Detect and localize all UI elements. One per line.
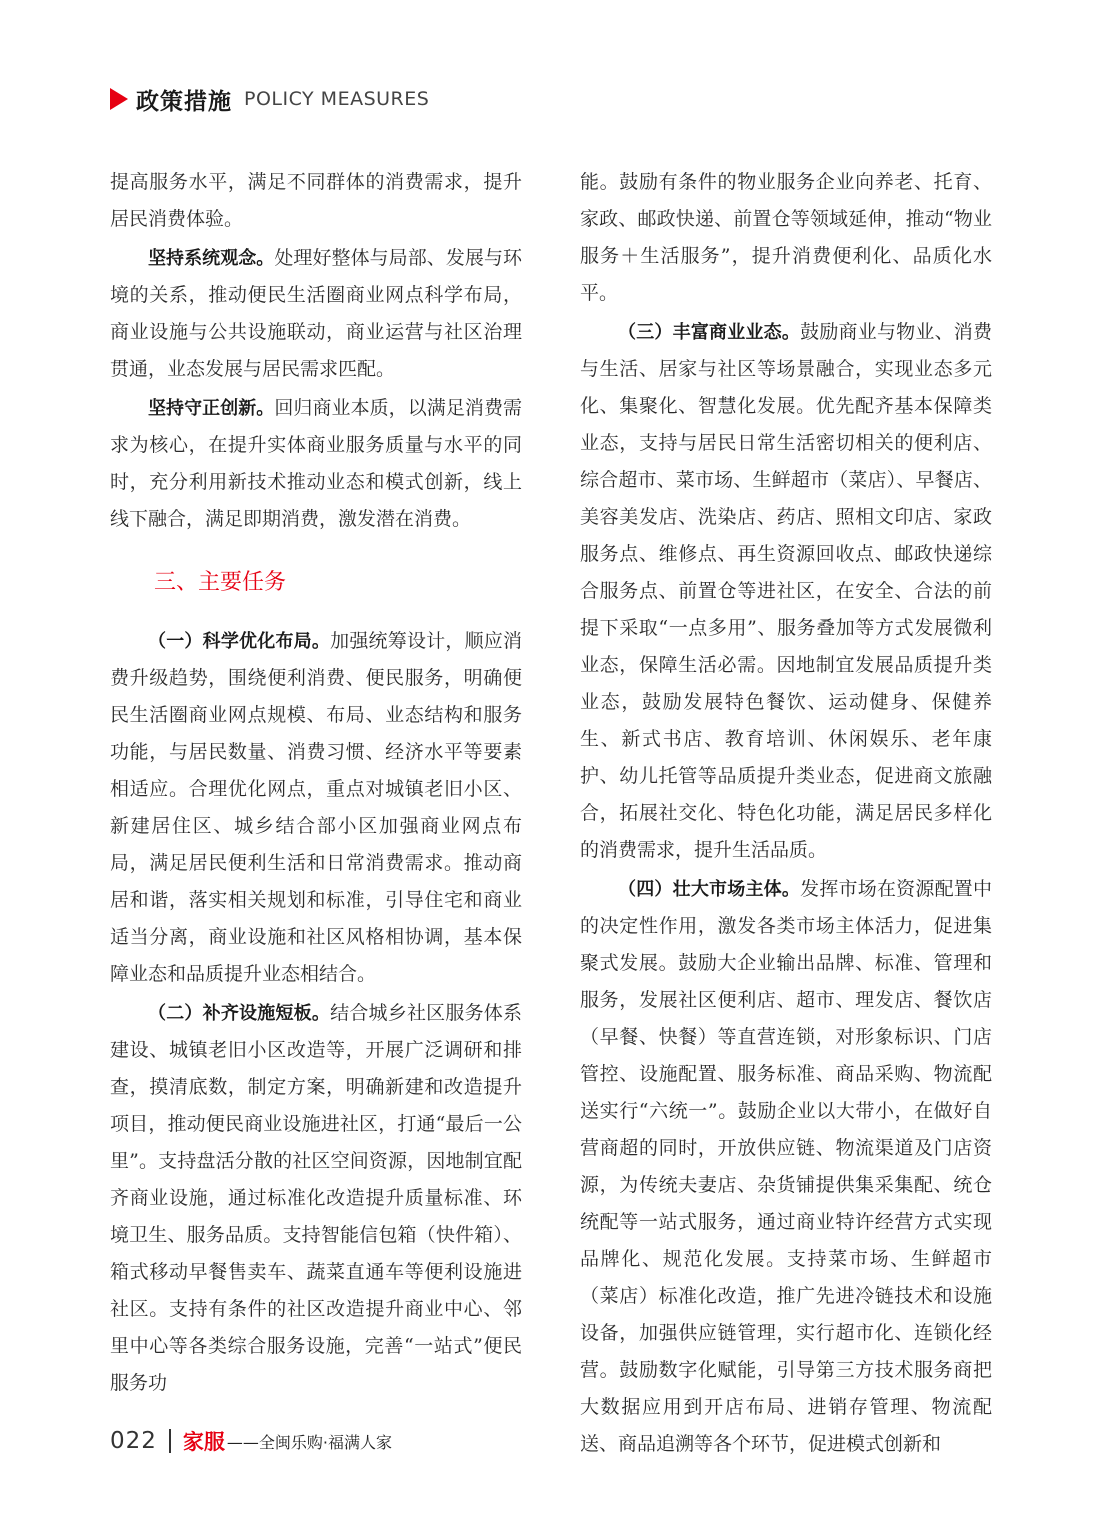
triangle-marker-icon [110, 88, 128, 110]
paragraph-text: 结合城乡社区服务体系建设、城镇老旧小区改造等，开展广泛调研和排查，摸清底数，制定方案，明确新建和改造提升项目，推动便民商业设施进社区，打通“最后一公里”。支持盘活分散的社区空间资源，因地制宜配齐商业设施，通过标准化改造提升质量标准、环境卫生、服务品质。支持智能信包箱（快件箱）、箱式移动早餐售卖车、蔬菜直通车等便利设施进社区。支持有条件的社区改造提升商业中心、邻里中心等各类综合服务设施，完善“一站式”便民服务功 [110, 1002, 522, 1394]
paragraph [110, 995, 522, 1402]
paragraph [110, 240, 522, 388]
paragraph-lead: 坚持守正创新。 [148, 398, 275, 419]
paragraph [580, 871, 992, 1463]
page-number: 022 [110, 1428, 157, 1454]
magazine-brand: 家服 [182, 1430, 225, 1454]
section-title-zh: 政策措施 [136, 88, 232, 115]
paragraph-text: 处理好整体与局部、发展与环境的关系，推动便民生活圈商业网点科学布局，商业设施与公共设施联动，商业运营与社区治理贯通，业态发展与居民需求匹配。 [110, 247, 522, 380]
paragraph-lead: （三）丰富商业业态。 [618, 322, 801, 343]
paragraph-lead: （四）壮大市场主体。 [618, 879, 801, 900]
left-column [110, 164, 522, 1402]
paragraph [580, 314, 992, 869]
section-title-en: POLICY MEASURES [244, 88, 430, 110]
paragraph-text: 发挥市场在资源配置中的决定性作用，激发各类市场主体活力，促进集聚式发展。鼓励大企业输出品牌、标准、管理和服务，发展社区便利店、超市、理发店、餐饮店（早餐、快餐）等直营连锁，对形象标识、门店管控、设施配置、服务标准、商品采购、物流配送实行“六统一”。鼓励企业以大带小，在做好自营商超的同时，开放供应链、物流渠道及门店资源，为传统夫妻店、杂货铺提供集采集配、统仓统配等一站式服务，通过商业特许经营方式实现品牌化、规范化发展。支持菜市场、生鲜超市（菜店）标准化改造，推广先进冷链技术和设施设备，加强供应链管理，实行超市化、连锁化经营。鼓励数字化赋能，引导第三方技术服务商把大数据应用到开店布局、进销存管理、物流配送、商品追溯等各个环节，促进模式创新和 [580, 878, 992, 1455]
page-footer [110, 1426, 392, 1456]
paragraph: 提高服务水平，满足不同群体的消费需求，提升居民消费体验。 [110, 171, 522, 230]
paragraph-lead: （二）补齐设施短板。 [148, 1003, 331, 1024]
footer-divider [169, 1429, 171, 1453]
right-column [580, 164, 992, 1463]
paragraph-text: 加强统筹设计，顺应消费升级趋势，围绕便利消费、便民服务，明确便民生活圈商业网点规模、布局、业态结构和服务功能，与居民数量、消费习惯、经济水平等要素相适应。合理优化网点，重点对城镇老旧小区、新建居住区、城乡结合部小区加强商业网点布局，满足居民便利生活和日常消费需求。推动商居和谐，落实相关规划和标准，引导住宅和商业适当分离，商业设施和社区风格相协调，基本保障业态和品质提升业态相结合。 [110, 630, 522, 985]
paragraph-text: 鼓励商业与物业、消费与生活、居家与社区等场景融合，实现业态多元化、集聚化、智慧化发展。优先配齐基本保障类业态，支持与居民日常生活密切相关的便利店、综合超市、菜市场、生鲜超市（菜店）、早餐店、美容美发店、洗染店、药店、照相文印店、家政服务点、维修点、再生资源回收点、邮政快递综合服务点、前置仓等进社区，在安全、合法的前提下采取“一点多用”、服务叠加等方式发展微利业态，保障生活必需。因地制宜发展品质提升类业态，鼓励发展特色餐饮、运动健身、保健养生、新式书店、教育培训、休闲娱乐、老年康护、幼儿托管等品质提升类业态，促进商文旅融合，拓展社交化、特色化功能，满足居民多样化的消费需求，提升生活品质。 [580, 321, 992, 861]
paragraph [110, 623, 522, 993]
paragraph: 能。鼓励有条件的物业服务企业向养老、托育、家政、邮政快递、前置仓等领域延伸，推动“物业服务＋生活服务”，提升消费便利化、品质化水平。 [580, 171, 992, 304]
paragraph-lead: （一）科学优化布局。 [148, 631, 331, 652]
paragraph-text: 回归商业本质，以满足消费需求为核心，在提升实体商业服务质量与水平的同时，充分利用新技术推动业态和模式创新，线上线下融合，满足即期消费，激发潜在消费。 [110, 397, 522, 530]
magazine-slogan: ——全闽乐购·福满人家 [226, 1432, 392, 1452]
section-heading: 三、主要任务 [154, 570, 287, 595]
paragraph [110, 390, 522, 538]
section-header [110, 82, 429, 116]
paragraph-lead: 坚持系统观念。 [148, 248, 275, 269]
